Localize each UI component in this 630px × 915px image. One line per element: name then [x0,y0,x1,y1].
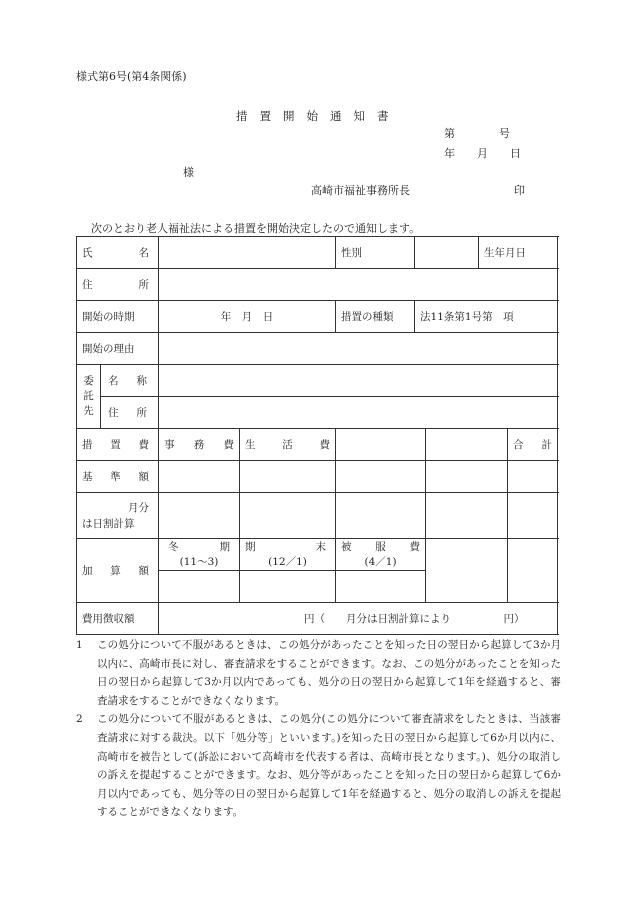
cost-row [77,429,558,461]
standard-office-field[interactable] [159,461,240,493]
name-label-2: 名 [138,247,149,259]
yearend-field[interactable] [240,571,336,603]
note-item [76,636,561,710]
consign-char-1: 委 [83,375,94,387]
clothing-field[interactable] [336,571,426,603]
consign-name-label-2: 称 [136,375,147,387]
addition-char-1: 加 [82,565,93,577]
note-text: この処分について不服があるときは、この処分(この処分について審査請求をしたときは、当該審査請求に対する裁決。以下「処分等」といいます。)を知った日の翌日から起算して6か月以内に、高崎市を被告として(訴訟において高崎市を代表する者は、高崎市長となります。)、処分の取消しの訴えを提起することができます。なお、処分等があったことを知った日の翌日から起算して6か月以内であっても、処分等の日の翌日から起算して1年を経過すると、処分の取消しの訴えを提起することができなくなります。 [97,713,561,819]
consign-address-row [77,397,558,429]
daily-office-field[interactable] [159,493,240,539]
standard-row [77,461,558,493]
yearend-char-2: 末 [315,540,327,553]
addition-char-3: 額 [138,565,149,577]
name-row [77,237,558,269]
start-date-label: 開始の時期 [77,301,159,333]
measure-type-field[interactable]: 法11条第1号第 項 [415,301,558,333]
total-char-1: 合 [513,439,524,451]
monthly-label: 月分 [128,501,149,514]
clothing-char-2: 服 [375,540,386,553]
fee-field[interactable]: 円（ 月分は日割計算により 円） [159,603,558,635]
reason-field[interactable] [159,333,558,365]
addition-total-field[interactable] [508,539,558,603]
fee-label: 費用徴収額 [77,603,159,635]
cost-blank-1[interactable] [336,429,426,461]
form-number: 様式第6号(第4条関係) [76,70,187,83]
measure-form-table [76,236,558,635]
document-title: 措置開始通知書 [236,109,401,123]
standard-living-field[interactable] [240,461,336,493]
address-row [77,269,558,301]
reason-label: 開始の理由 [77,333,159,365]
seal-mark: 印 [514,184,525,197]
daily-total-field[interactable] [508,493,558,539]
addition-char-2: 算 [110,565,121,577]
standard-blank-2[interactable] [426,461,508,493]
cost-char-2: 置 [110,439,121,451]
clothing-period: (4／1) [364,555,397,568]
consign-char-2: 託 [83,390,94,402]
yearend-char-1: 期 [245,540,256,553]
consign-char-3: 先 [83,405,94,417]
document-number: 第 号 [444,127,510,140]
consign-address-label: 住 [108,407,119,419]
cost-blank-2[interactable] [426,429,508,461]
standard-total-field[interactable] [508,461,558,493]
cost-char-3: 費 [138,439,149,451]
start-row [77,301,558,333]
fee-row [77,603,558,635]
consign-name-field[interactable] [159,365,558,397]
document-date: 年 月 日 [444,147,521,160]
daily-blank-2[interactable] [426,493,508,539]
consign-address-field[interactable] [159,397,558,429]
clothing-char-3: 費 [409,540,421,553]
clothing-char-1: 被 [341,540,352,553]
winter-char-2: 期 [219,540,230,553]
living-char-1: 生 [245,439,256,451]
winter-period: (11〜3) [179,555,219,568]
note-number: 2 [76,713,83,726]
address-field[interactable] [159,269,558,301]
total-char-2: 計 [541,439,553,451]
standard-char-1: 基 [82,471,93,483]
addition-blank[interactable] [426,539,508,603]
winter-char-1: 冬 [168,540,179,553]
consign-address-label-2: 所 [136,407,147,419]
start-date-field[interactable]: 年 月 日 [159,301,336,333]
office-char-2: 務 [193,439,205,451]
living-char-2: 活 [282,439,293,451]
office-char-3: 費 [223,439,234,451]
sex-field[interactable] [415,237,479,269]
sex-label: 性別 [336,237,415,269]
addressee-suffix: 様 [183,166,194,179]
living-char-3: 費 [319,439,331,451]
birth-label: 生年月日 [479,237,558,269]
consign-label [77,365,101,429]
addition-row-1 [77,539,558,571]
standard-char-3: 額 [138,471,149,483]
consign-name-row [77,365,558,397]
consign-name-label: 名 [108,375,119,387]
address-label: 住 [82,279,93,291]
note-text: この処分について不服があるときは、この処分があったことを知った日の翌日から起算して3か月以内に、高崎市長に対し、審査請求をすることができます。なお、この処分があったことを知った日の翌日から起算して3か月以内であっても、処分の日の翌日から起算して1年を経過すると、審査請求をすることができなくなります。 [97,639,561,707]
name-field[interactable] [159,237,336,269]
standard-char-2: 準 [110,471,121,483]
daily-blank-1[interactable] [336,493,426,539]
winter-field[interactable] [159,571,240,603]
name-label: 氏 [82,247,93,259]
address-label-2: 所 [138,279,149,291]
note-number: 1 [76,639,83,651]
cost-char-1: 措 [82,439,93,451]
issuer: 高崎市福祉事務所長 [311,184,410,197]
note-item [76,710,561,822]
daily-living-field[interactable] [240,493,336,539]
reason-row [77,333,558,365]
measure-type-label: 措置の種類 [336,301,415,333]
notes [76,636,561,822]
daily-calc-label: は日割計算 [82,517,135,530]
standard-blank-1[interactable] [336,461,426,493]
yearend-period: (12／1) [268,555,307,568]
office-char-1: 事 [164,439,175,451]
daily-row [77,493,558,539]
intro-text: 次のとおり老人福祉法による措置を開始決定したので通知します。 [91,222,421,235]
